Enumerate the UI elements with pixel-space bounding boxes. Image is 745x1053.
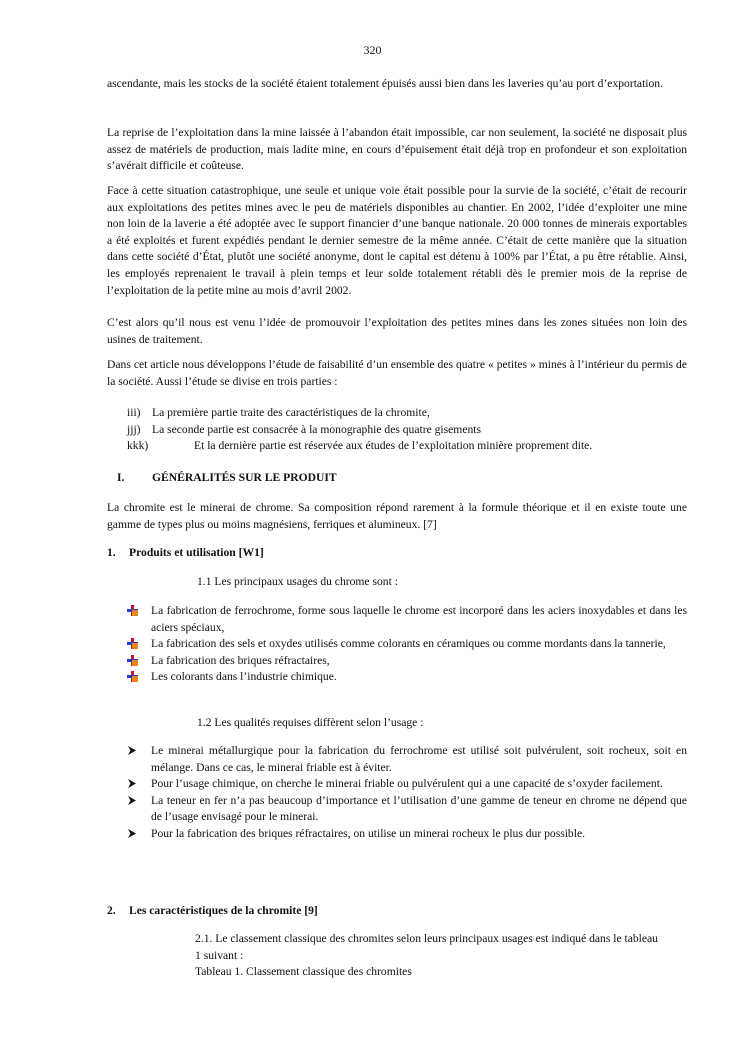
- parts-list: [107, 405, 687, 455]
- list-text: Pour la fabrication des briques réfractaires, on utilise un minerai rocheux le plus dur possible.: [151, 826, 585, 840]
- list-item: [107, 438, 687, 455]
- list-item: [107, 653, 687, 670]
- list-text: La fabrication de ferrochrome, forme sous laquelle le chrome est incorporé dans les aciers inoxydables et dans les aciers spéciaux,: [151, 604, 687, 634]
- list-text: Pour l’usage chimique, on cherche le minerai friable ou pulvérulent qui a une capacité de s’oxyder facilement.: [151, 777, 663, 791]
- paragraph: C’est alors qu’il nous est venu l’idée de promouvoir l’exploitation des petites mines dans les zones situées non loin des usines de traitement.: [107, 316, 687, 346]
- paragraph-continuation: [107, 76, 687, 102]
- paragraph: 2.1. Le classement classique des chromites selon leurs principaux usages est indiqué dans le tableau 1 suivant :: [195, 932, 658, 962]
- paragraph-block: [107, 315, 687, 357]
- subsection-title: Les caractéristiques de la chromite [9]: [129, 904, 318, 917]
- list-item: [107, 669, 687, 686]
- list-item: [107, 826, 687, 843]
- paragraph-block: [107, 183, 687, 308]
- list-text: La fabrication des sels et oxydes utilisés comme colorants en céramiques ou comme mordants dans la tannerie,: [151, 637, 666, 651]
- subsection-heading: [107, 903, 687, 920]
- list-marker: kkk): [127, 439, 149, 453]
- subsubsection-heading: 1.2 Les qualités requises diffèrent selon l’usage :: [197, 716, 424, 729]
- paragraph-block: [107, 357, 687, 399]
- paragraph: La reprise de l’exploitation dans la mine laissée à l’abandon était impossible, car non seulement, la société ne disposait plus assez de matériels de production, mais ladite mine, en cours d’épuisement était déjà trop en profondeur et son exploitation s’avérait difficile et coûteuse.: [107, 126, 687, 173]
- subsection-title: Produits et utilisation [W1]: [129, 546, 264, 559]
- list-text: Le minerai métallurgique pour la fabrication du ferrochrome est utilisé soit pulvérulent, soit rocheux, soit en mélange. Dans ce cas, le minerai friable est à éviter.: [151, 744, 687, 774]
- colored-square-bullet-icon: [127, 655, 138, 666]
- subsubsection-paragraph: [195, 931, 665, 981]
- list-item: [107, 793, 687, 826]
- list-item: [107, 776, 687, 793]
- colored-square-bullet-icon: [127, 671, 138, 682]
- list-item: [107, 743, 687, 776]
- list-text: La première partie traite des caractéristiques de la chromite,: [152, 406, 430, 419]
- paragraph: ascendante, mais les stocks de la société étaient totalement épuisés aussi bien dans les laveries qu’au port d’exportation.: [107, 77, 664, 90]
- list-item: [107, 603, 687, 636]
- arrow-bullet-icon: [127, 828, 137, 839]
- section-title: GÉNÉRALITÉS SUR LE PRODUIT: [152, 471, 337, 484]
- paragraph-block: [107, 125, 687, 184]
- arrow-bullet-icon: [127, 745, 137, 756]
- arrow-bullet-icon: [127, 778, 137, 789]
- colored-square-bullet-icon: [127, 605, 138, 616]
- list-marker: jjj): [127, 422, 141, 436]
- paragraph: Dans cet article nous développons l’étude de faisabilité d’un ensemble des quatre « petites » mines à l’intérieur du permis de la société. Aussi l’étude se divise en trois parties :: [107, 358, 687, 388]
- subsection-number: 1.: [107, 546, 116, 559]
- section-heading: [107, 470, 687, 487]
- list-text: La seconde partie est consacrée à la monographie des quatre gisements: [152, 422, 481, 436]
- table-caption: Tableau 1. Classement classique des chromites: [195, 965, 412, 979]
- paragraph: La chromite est le minerai de chrome. Sa composition répond rarement à la formule théorique et il en existe toute une gamme de types plus ou moins magnésiens, ferriques et alumineux. [7]: [107, 501, 687, 531]
- list-item: [107, 636, 687, 653]
- colored-square-bullet-icon: [127, 638, 138, 649]
- list-text: Les colorants dans l’industrie chimique.: [151, 670, 337, 684]
- list-item: [107, 422, 687, 439]
- qualities-list: [107, 743, 687, 843]
- subsection-heading: [107, 545, 687, 562]
- list-text: La fabrication des briques réfractaires,: [151, 653, 330, 667]
- subsubsection-heading: 1.1 Les principaux usages du chrome sont :: [197, 575, 398, 588]
- arrow-bullet-icon: [127, 795, 137, 806]
- list-item: [107, 405, 687, 422]
- section-number: I.: [117, 471, 125, 484]
- list-text: La teneur en fer n’a pas beaucoup d’importance et l’utilisation d’une gamme de teneur en chrome ne dépend que de l’usage envisagé pour le minerai.: [151, 793, 687, 824]
- paragraph: Face à cette situation catastrophique, une seule et unique voie était possible pour la survie de la société, c’était de recourir aux exploitations des petites mines avec le peu de matériels disponibles au chantier. En 2002, l’idée d’exploiter une mine non loin de la laverie a été adoptée avec le support financier d’une banque nationale. 20 000 tonnes de minerais exportables a été exploités et furent expédiés pendant le dernier semestre de la même année. C’était de cette manière que la situation dans cette société d’État, plutôt une société anonyme, dont le capital est détenu à 100% par l’État, a pu être rétablie. Ainsi, les employés reprenaient le travail à plein temps et leur solde totalement rétabli dès le premier mois de la reprise de l’exploitation de la petite mine au mois d’avril 2002.: [107, 184, 687, 297]
- paragraph-block: [107, 500, 687, 542]
- list-text: Et la dernière partie est réservée aux études de l’exploitation minière proprement dite.: [194, 439, 593, 453]
- usages-list: [107, 603, 687, 686]
- list-marker: iii): [127, 406, 141, 419]
- page-number: 320: [363, 43, 382, 57]
- subsection-number: 2.: [107, 904, 116, 917]
